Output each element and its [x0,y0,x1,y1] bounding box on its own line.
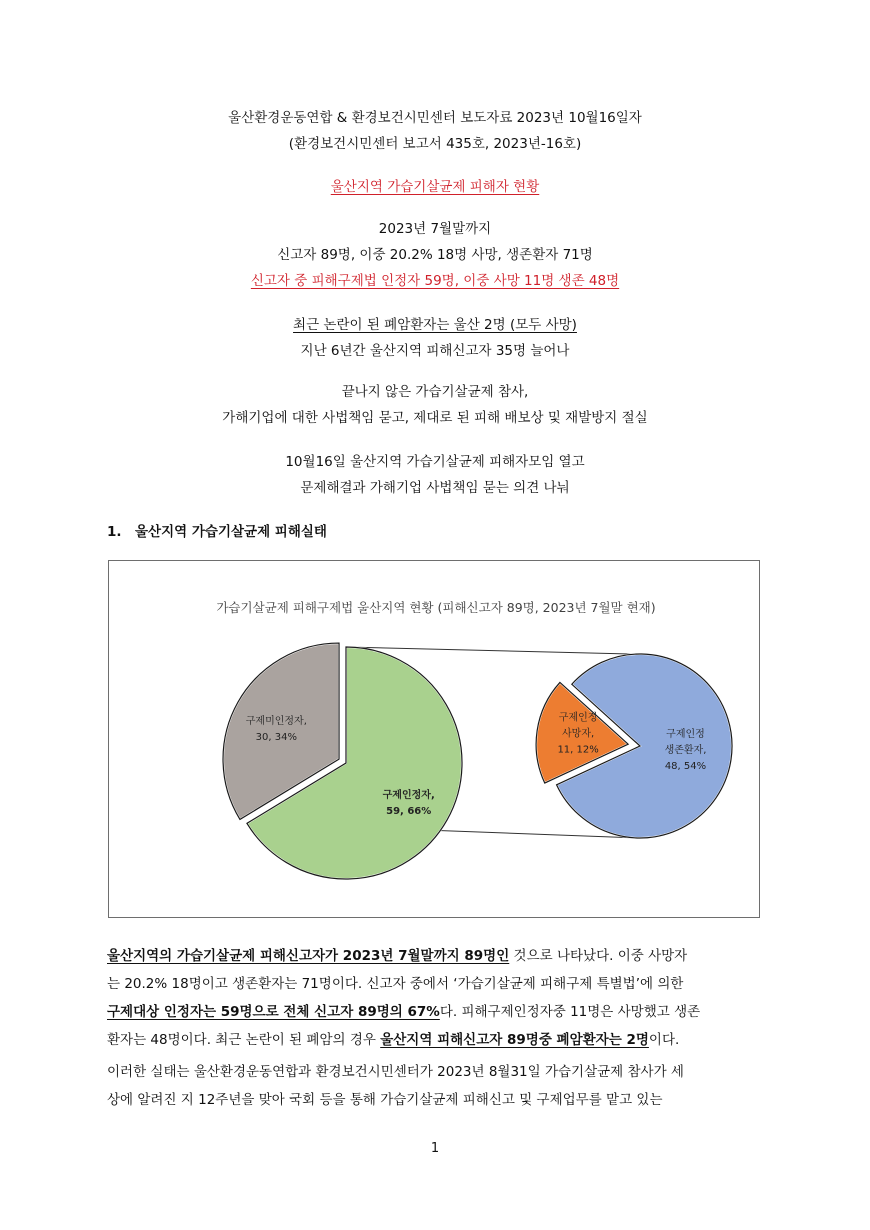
section-title: 울산지역 가습기살균제 피해실태 [135,524,327,540]
text-run: 이다. [648,1032,680,1048]
text-run: 환자는 48명이다. 최근 논란이 된 폐암의 경우 [107,1032,381,1048]
press-header-line: 울산환경운동연합 & 환경보건시민센터 보도자료 2023년 10월16일자 [228,110,642,126]
emphasis-lung-cancer: 울산지역 피해신고자 89명중 폐암환자는 2명 [380,1032,649,1048]
label-survivors: 구제인정 생존환자, 48, 54% [664,728,707,772]
subhead-line-6: 문제해결과 가해기업 사법책임 묻는 의견 나눠 [300,480,570,496]
paragraph-2-line-2: 상에 알려진 지 12주년을 맞아 국회 등을 통해 가습기살균제 피해신고 및 구제업무를 맡고 있는 [107,1092,663,1108]
emphasis-recognized: 구제대상 인정자는 59명으로 전체 신고자 89명의 67% [107,1004,440,1020]
section-heading [107,520,327,540]
paragraph-2-line-1: 이러한 실태는 울산환경운동연합과 환경보건시민센터가 2023년 8월31일 가습기살균제 참사가 세 [107,1064,684,1080]
connector-line-top [346,647,635,654]
paragraph-1-line-3 [107,998,767,1026]
summary-line-2: 신고자 89명, 이중 20.2% 18명 사망, 생존환자 71명 [277,247,593,263]
paragraph-1-line-1 [107,942,767,970]
paragraph-1-line-2: 는 20.2% 18명이고 생존환자는 71명이다. 신고자 중에서 ‘가습기살균제 피해구제 특별법’에 의한 [107,976,684,992]
section-number: 1. [107,524,122,540]
chart-title: 가습기살균제 피해구제법 울산지역 현황 (피해신고자 89명, 2023년 7월말 현재) [216,600,656,615]
subhead-line-5: 10월16일 울산지역 가습기살균제 피해자모임 열고 [285,454,585,470]
summary-line-3: 신고자 중 피해구제법 인정자 59명, 이중 사망 11명 생존 48명 [250,273,620,289]
label-recognized: 구제인정자, 59, 66% [382,790,435,818]
label-deaths: 구제인정 사망자, 11, 12% [557,712,599,756]
pie-chart [109,561,759,917]
page-number: 1 [430,1141,440,1156]
summary-line-1: 2023년 7월말까지 [378,221,492,237]
chart-frame [108,560,760,918]
text-run: 것으로 나타났다. 이중 사망자 [509,948,688,964]
text-run: 다. 피해구제인정자중 11명은 사망했고 생존 [439,1004,701,1020]
body-paragraph-2 [107,1058,767,1114]
emphasis-reporters: 울산지역의 가습기살균제 피해신고자가 2023년 7월말까지 89명인 [107,948,510,964]
subhead-line-4: 가해기업에 대한 사법책임 묻고, 제대로 된 피해 배보상 및 재발방지 절실 [222,410,648,426]
document-title: 울산지역 가습기살균제 피해자 현황 [330,179,540,195]
subhead-line-3: 끝나지 않은 가습기살균제 참사, [341,384,529,400]
body-paragraph-1 [107,942,767,1054]
report-number-line: (환경보건시민센터 보고서 435호, 2023년-16호) [288,136,582,152]
label-unrecognized: 구제미인정자, 30, 34% [245,715,307,743]
subhead-line-1: 최근 논란이 된 폐암환자는 울산 2명 (모두 사망) [293,317,577,333]
subhead-line-2: 지난 6년간 울산지역 피해신고자 35명 늘어나 [300,343,570,359]
paragraph-1-line-4 [107,1026,767,1054]
